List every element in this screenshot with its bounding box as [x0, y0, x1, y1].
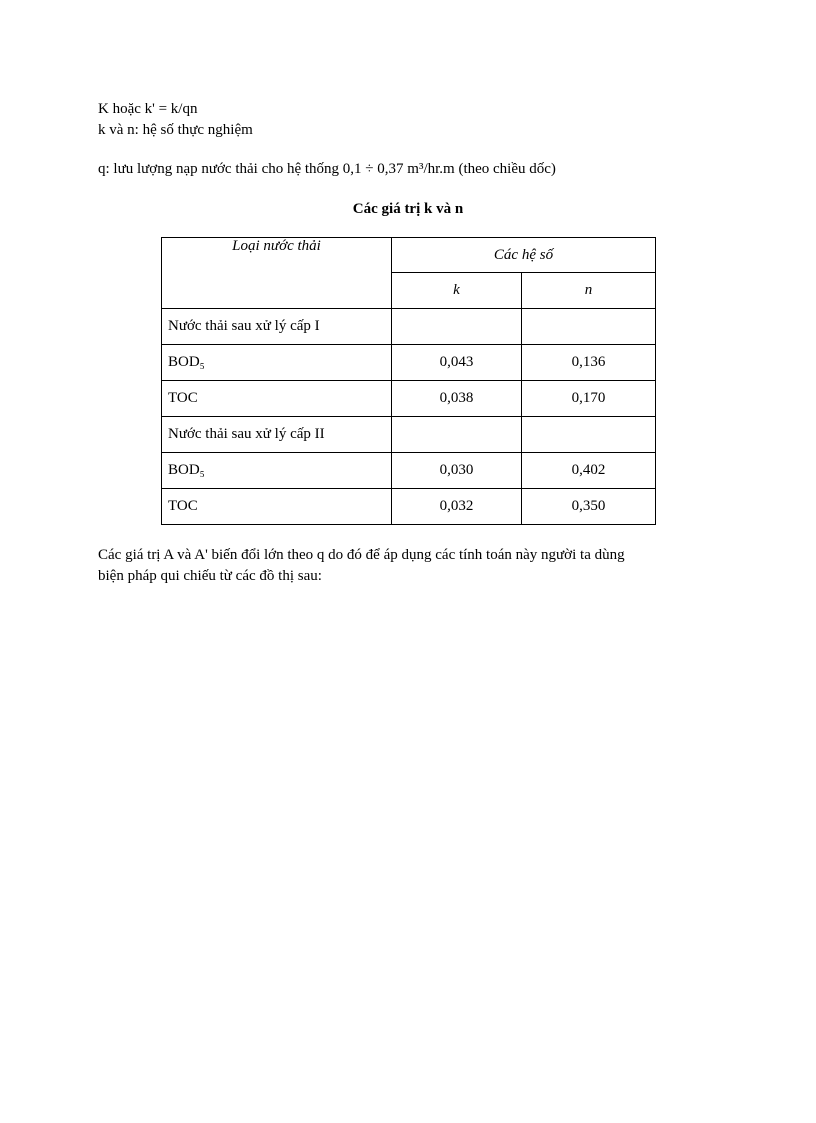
header-wastewater-type: Loại nước thải: [162, 238, 392, 309]
paragraph-line: Các giá trị A và A' biến đổi lớn theo q do đó để áp dụng các tính toán này người ta dùng: [98, 547, 625, 563]
table-row: [162, 453, 656, 489]
paragraph-line: biện pháp qui chiếu từ các đồ thị sau:: [98, 568, 322, 584]
flow-rate-line: q: lưu lượng nạp nước thải cho hệ thống 0,1 ÷ 0,37 m³/hr.m (theo chiều dốc): [98, 161, 556, 177]
row-k-value: [392, 417, 522, 453]
row-label: Nước thải sau xử lý cấp II: [162, 417, 392, 453]
coefficient-table: [161, 237, 656, 525]
table-caption: Các giá trị k và n: [352, 201, 464, 217]
row-label: Nước thải sau xử lý cấp I: [162, 309, 392, 345]
row-n-value: 0,350: [522, 489, 656, 525]
row-label: BOD₅: [162, 345, 392, 381]
row-n-value: [522, 309, 656, 345]
row-k-value: 0,043: [392, 345, 522, 381]
row-k-value: [392, 309, 522, 345]
table-row: [162, 345, 656, 381]
row-n-value: 0,170: [522, 381, 656, 417]
table-row: [162, 309, 656, 345]
table-row: [162, 417, 656, 453]
definition-line: k và n: hệ số thực nghiệm: [98, 122, 253, 138]
row-k-value: 0,030: [392, 453, 522, 489]
row-k-value: 0,032: [392, 489, 522, 525]
formula-line: K hoặc k' = k/qn: [98, 101, 198, 117]
header-k: k: [392, 273, 522, 309]
row-n-value: 0,402: [522, 453, 656, 489]
table-row: [162, 381, 656, 417]
body-paragraph: [98, 545, 718, 587]
row-label: TOC: [162, 381, 392, 417]
row-n-value: 0,136: [522, 345, 656, 381]
table-row: [162, 489, 656, 525]
row-n-value: [522, 417, 656, 453]
header-n: n: [522, 273, 656, 309]
header-coefficients: Các hệ số: [392, 238, 656, 273]
row-k-value: 0,038: [392, 381, 522, 417]
row-label: TOC: [162, 489, 392, 525]
row-label: BOD₅: [162, 453, 392, 489]
